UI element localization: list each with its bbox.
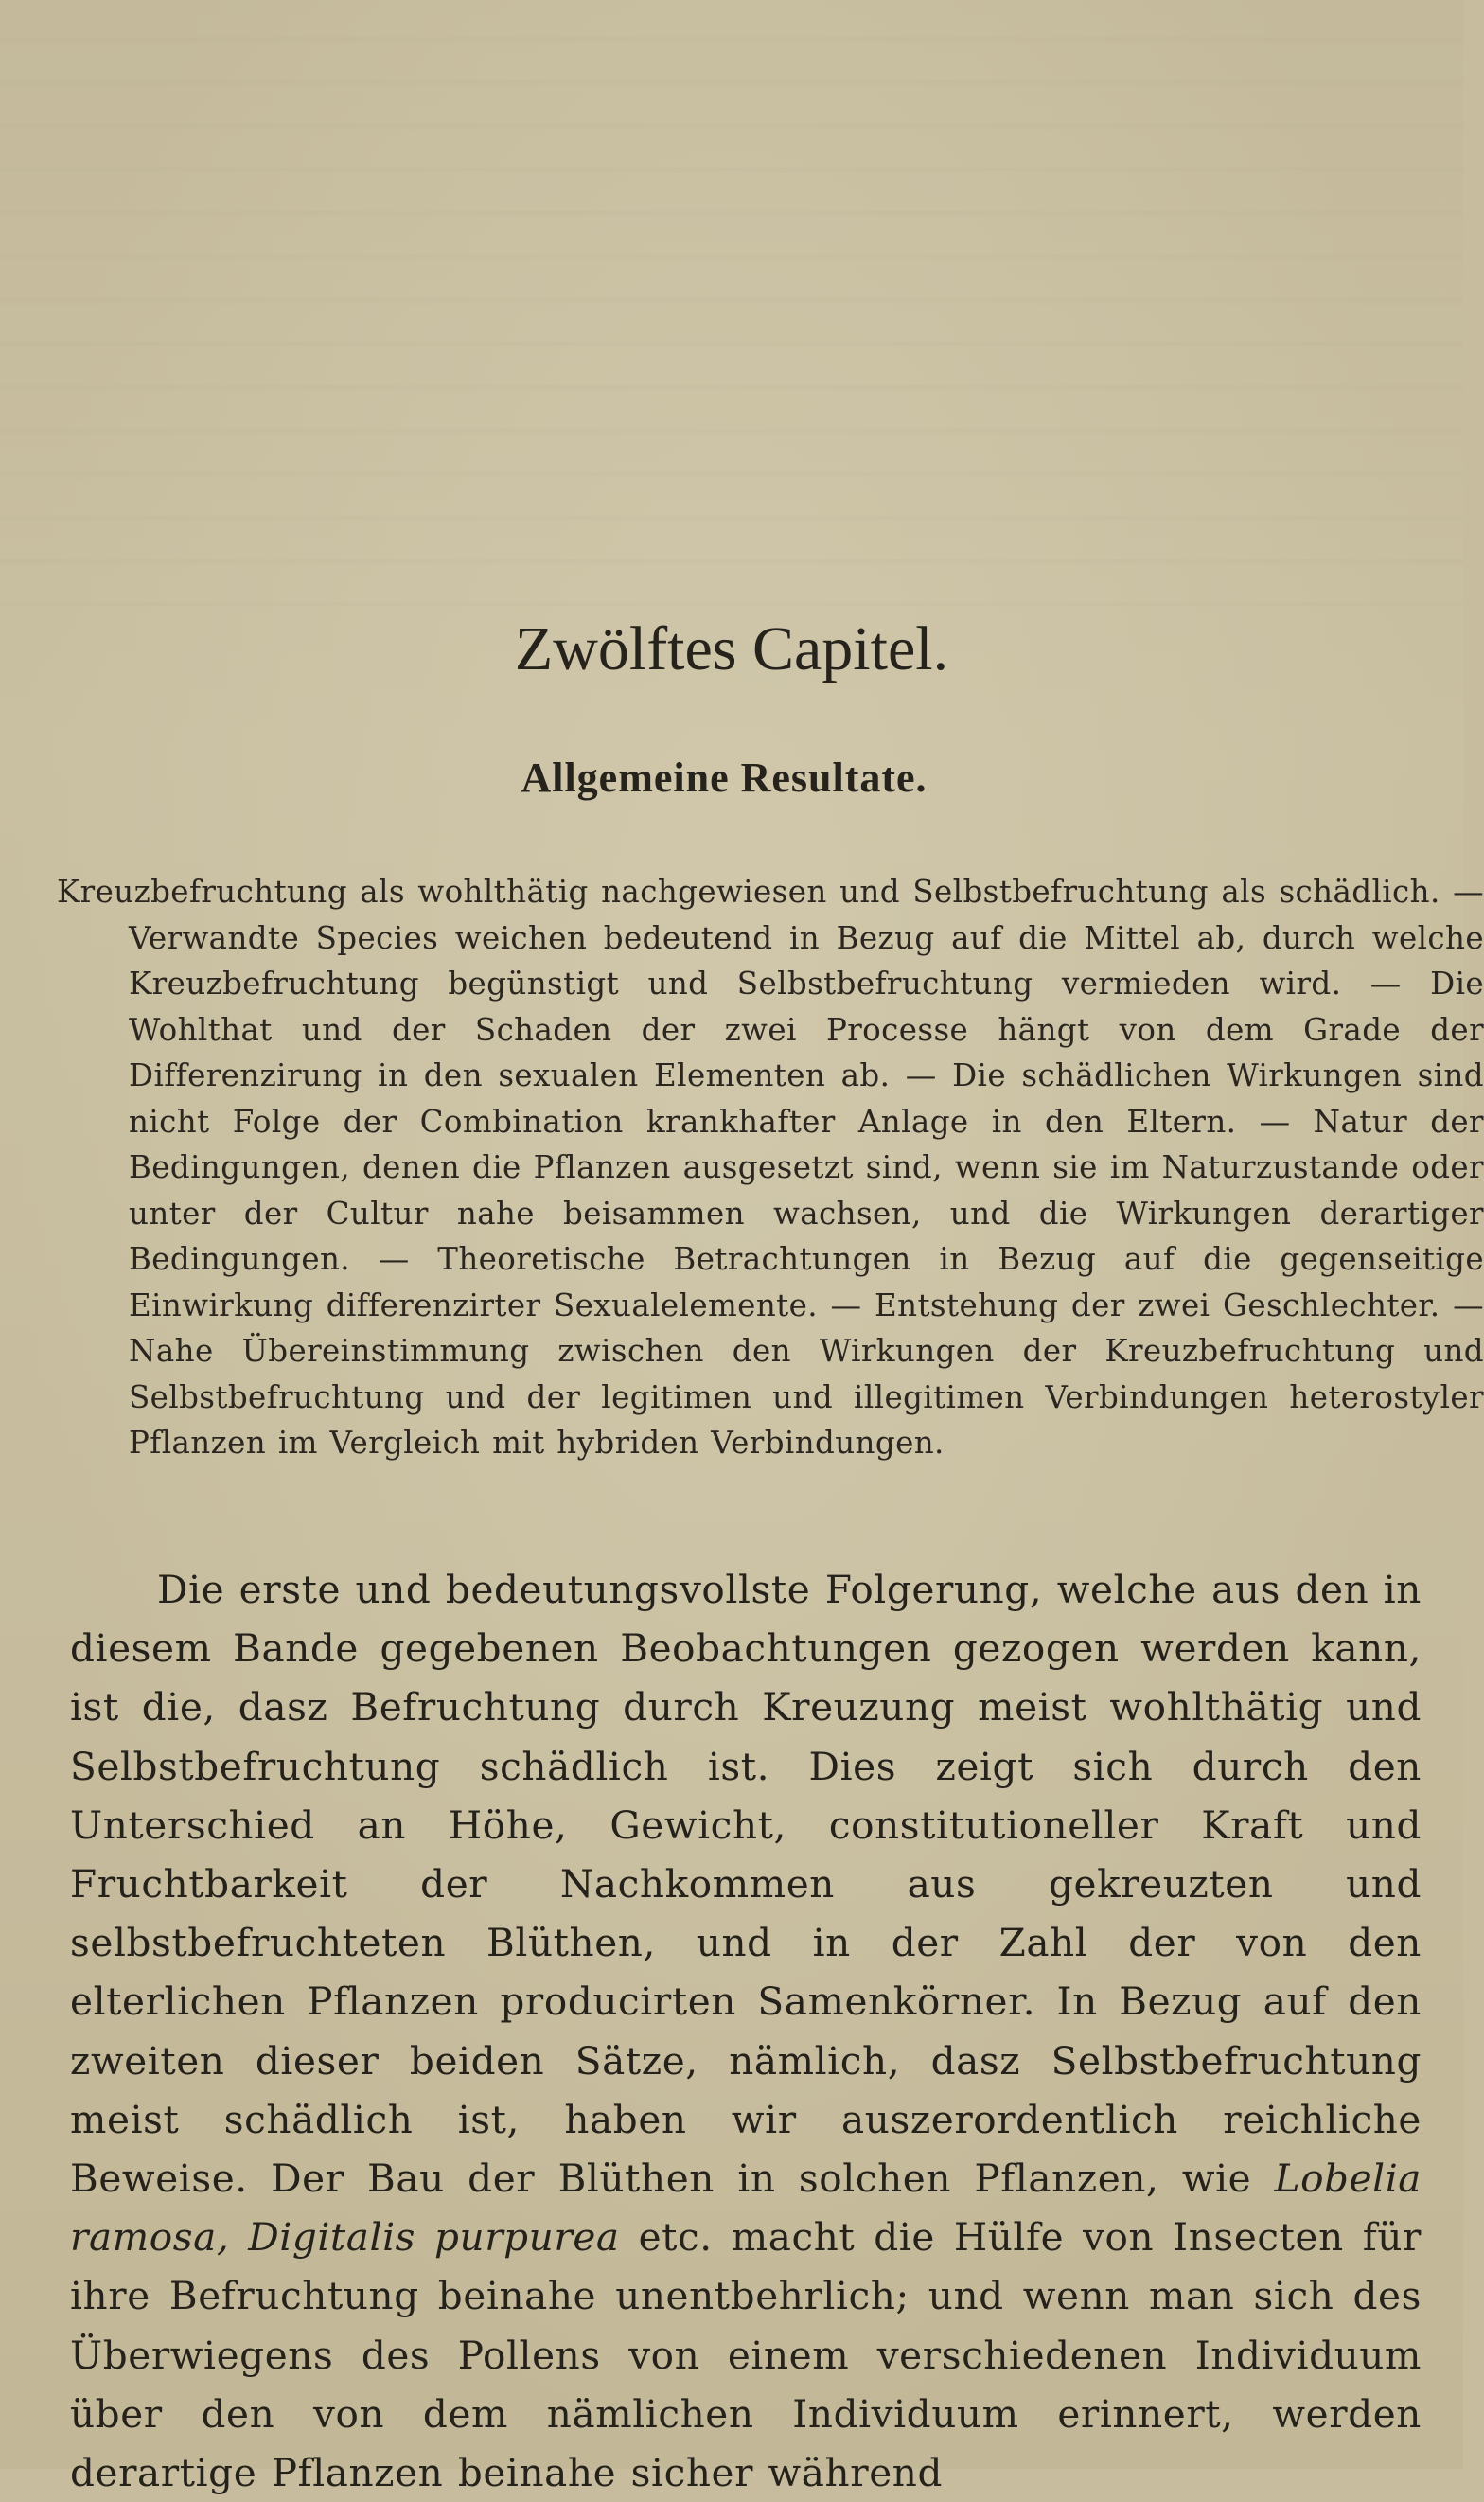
chapter-summary: Kreuzbefruchtung als wohlthätig nachgewiesen und Selbstbefruchtung als schädlich. — Verwandte Species weichen bedeutend in Bezug auf die Mittel ab, durch welche Kreuzbefruchtung begünstigt und Selbstbefruchtung vermieden wird. — Die Wohlthat und der Schaden der zwei Processe hängt von dem Grade der Differenzirung in den sexualen Elementen ab. — Die schädlichen Wirkungen sind nicht Folge der Combination krankhafter Anlage in den Eltern. — Natur der Bedingungen, denen die Pflanzen ausgesetzt sind, wenn sie im Naturzustande oder unter der Cultur nahe beisammen wachsen, und die Wirkungen derartiger Bedingungen. — Theoretische Betrachtungen in Bezug auf die gegenseitige Einwirkung differenzirter Sexualelemente. — Entstehung der zwei Geschlechter. — Nahe Übereinstimmung zwischen den Wirkungen der Kreuzbefruchtung und Selbstbefruchtung und der legitimen und illegitimen Verbindungen heterostyler Pflanzen im Vergleich mit hybriden Verbindungen. — [57, 874, 1484, 1461]
chapter-title: Zwölftes Capitel. — [514, 614, 949, 683]
show-through-area — [0, 0, 1463, 606]
body-text-part-2: etc. macht die Hülfe von Insecten für ihre Befruchtung beinahe unentbehrlich; und wenn man sich des Überwiegens des Pollens von einem verschiedenen Individuum über den von dem nämlichen Individuum erinnert, werden derartige Pflanzen beinahe sicher während — [70, 2214, 1422, 2496]
chapter-subtitle: Allgemeine Resultate. — [521, 754, 928, 801]
species-name-digitalis: Digitalis purpurea — [248, 2214, 620, 2261]
body-paragraph — [70, 1560, 1422, 2502]
body-text-part-1: Die erste und bedeutungsvollste Folgerung, welche aus den in diesem Bande gegebenen Beobachtungen gezogen werden kann, ist die, dasz Befruchtung durch Kreuzung meist wohlthätig und Selbstbefruchtung schädlich ist. Dies zeigt sich durch den Unterschied an Höhe, Gewicht, constitutioneller Kraft und Fruchtbarkeit der Nachkommen aus gekreuzten und selbstbefruchteten Blüthen, und in der Zahl der von den elterlichen Pflanzen producirten Samenkörner. In Bezug auf den zweiten dieser beiden Sätze, nämlich, dasz Selbstbefruchtung meist schädlich ist, haben wir auszerordentlich reichliche Beweise. Der Bau der Blüthen in solchen Pflanzen, wie — [70, 1567, 1422, 2202]
species-name-lobelia: Lobelia ramosa, — [70, 2156, 1422, 2261]
